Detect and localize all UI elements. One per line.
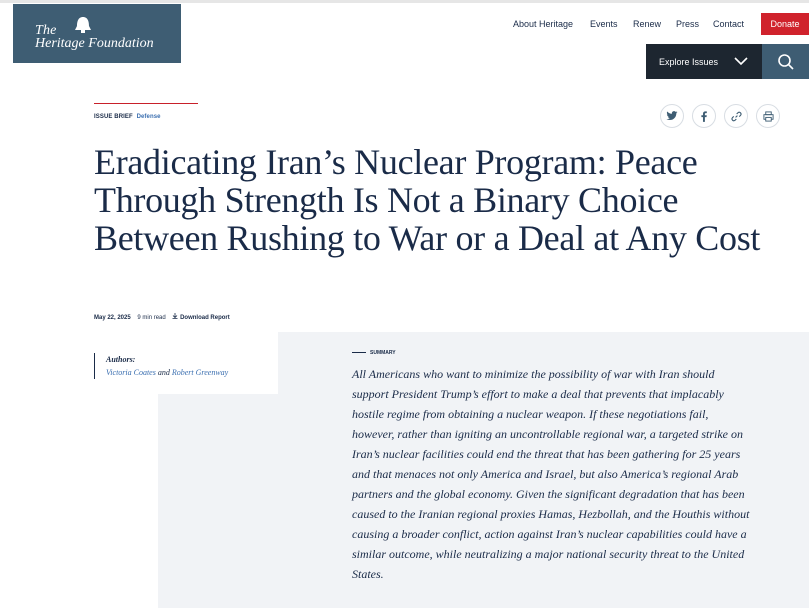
summary-text: All Americans who want to minimize the possibility of war with Iran should support President Trump’s effort to make a deal that prevents that implacably hostile regime from obtaining a nuclear weapon. If these negotiations fail, however, rather than igniting an uncontrollable regional war, a targeted strike on Iran’s nuclear facilities could end the threat that has been gathering for 25 years and that menaces not only America and Israel, but also America’s regional Arab partners and the global economy. Given the significant degradation that has been caused to the Iranian regional proxies Hamas, Hezbollah, and the Houthis without causing a broader conflict, action against Iran’s nuclear capabilities could have a similar outcome, while neutralizing a major national security threat to the United States. — [352, 367, 750, 581]
publish-date: May 22, 2025 — [94, 315, 131, 321]
kicker-category-link[interactable]: Defense — [136, 114, 161, 120]
print-button[interactable] — [756, 104, 780, 128]
read-time: 9 min read — [137, 315, 166, 321]
download-icon — [172, 313, 178, 319]
nav-contact[interactable]: Contact — [713, 19, 745, 29]
summary-panel-extension — [158, 394, 298, 608]
nav-renew[interactable]: Renew — [633, 19, 662, 29]
author-link-victoria-coates[interactable]: Victoria Coates — [106, 368, 156, 377]
chevron-down-icon — [734, 55, 748, 67]
article-kicker — [94, 114, 161, 120]
authors-block — [94, 353, 256, 379]
kicker-type: ISSUE BRIEF — [94, 114, 133, 120]
top-border — [0, 0, 809, 3]
kicker-rule — [94, 103, 198, 104]
explore-issues-label: Explore Issues — [659, 56, 719, 67]
nav-about-heritage[interactable]: About Heritage — [513, 19, 574, 29]
share-facebook-button[interactable] — [692, 104, 716, 128]
liberty-bell-icon — [73, 16, 93, 34]
nav-press[interactable]: Press — [676, 19, 700, 29]
summary-label: SUMMARY — [352, 350, 396, 356]
author-conjunction: and — [157, 368, 170, 377]
donate-button[interactable]: Donate — [761, 13, 809, 35]
facebook-icon — [701, 111, 707, 122]
heritage-logo[interactable] — [13, 4, 181, 63]
nav-events[interactable]: Events — [590, 19, 618, 29]
authors-label: Authors: — [106, 355, 136, 364]
article-meta — [94, 313, 235, 321]
copy-link-button[interactable] — [724, 104, 748, 128]
download-report-label: Download Report — [180, 315, 230, 321]
twitter-icon — [666, 111, 678, 121]
share-twitter-button[interactable] — [660, 104, 684, 128]
search-icon — [777, 53, 795, 71]
author-link-robert-greenway[interactable]: Robert Greenway — [171, 368, 229, 377]
explore-issues-button[interactable] — [646, 44, 762, 79]
logo-line-2: Heritage Foundation — [35, 36, 154, 51]
search-button[interactable] — [762, 44, 809, 79]
print-icon — [763, 111, 774, 122]
article-title: Eradicating Iran’s Nuclear Program: Peace Through Strength Is Not a Binary Choice Between Rushing to War or a Deal at Any Cost — [94, 142, 761, 258]
logo-line-1: The — [35, 23, 57, 38]
download-report-link[interactable] — [172, 315, 234, 321]
link-icon — [731, 111, 742, 122]
